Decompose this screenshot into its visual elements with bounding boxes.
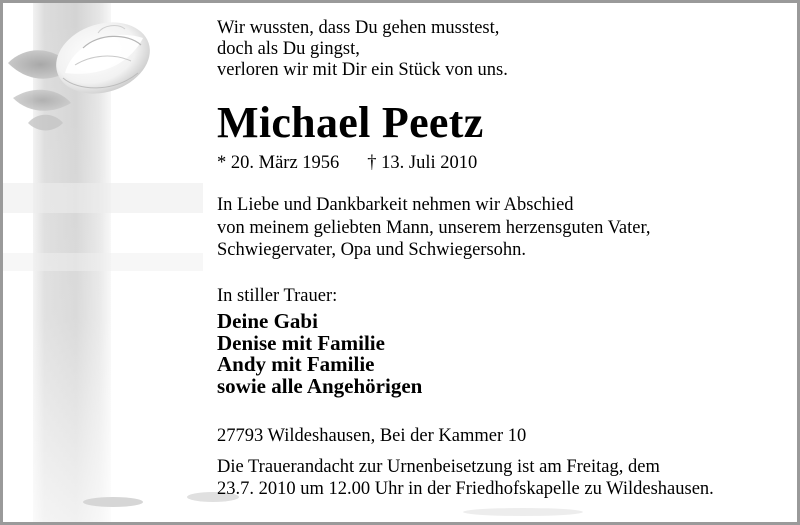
service-line: 23.7. 2010 um 12.00 Uhr in der Friedhofskapelle zu Wildeshausen. bbox=[217, 479, 714, 499]
mourner-name: Deine Gabi bbox=[217, 309, 318, 333]
deceased-name: Michael Peetz bbox=[217, 98, 484, 147]
death-date: † 13. Juli 2010 bbox=[367, 153, 478, 173]
mourners-list bbox=[217, 311, 422, 397]
farewell-line: von meinem geliebten Mann, unserem herzensguten Vater, bbox=[217, 217, 651, 238]
poem-line: doch als Du gingst, bbox=[217, 39, 360, 59]
life-dates bbox=[217, 152, 477, 174]
farewell-line: Schwiegervater, Opa und Schwiegersohn. bbox=[217, 240, 527, 260]
service-info bbox=[217, 456, 714, 500]
poem-line: Wir wussten, dass Du gehen musstest, bbox=[217, 18, 500, 38]
mourner-name: sowie alle Angehörigen bbox=[217, 373, 423, 398]
birth-date: * 20. März 1956 bbox=[217, 153, 340, 173]
mourner-name: Andy mit Familie bbox=[217, 352, 375, 376]
farewell-text bbox=[217, 194, 651, 262]
poem bbox=[217, 18, 508, 81]
poem-line: verloren wir mit Dir ein Stück von uns. bbox=[217, 60, 508, 80]
mourning-intro: In stiller Trauer: bbox=[217, 286, 338, 306]
family-address: 27793 Wildeshausen, Bei der Kammer 10 bbox=[217, 426, 527, 446]
farewell-line: In Liebe und Dankbarkeit nehmen wir Abschied bbox=[217, 195, 574, 215]
mourner-name: Denise mit Familie bbox=[217, 330, 385, 355]
service-line: Die Trauerandacht zur Urnenbeisetzung ist am Freitag, dem bbox=[217, 457, 660, 477]
